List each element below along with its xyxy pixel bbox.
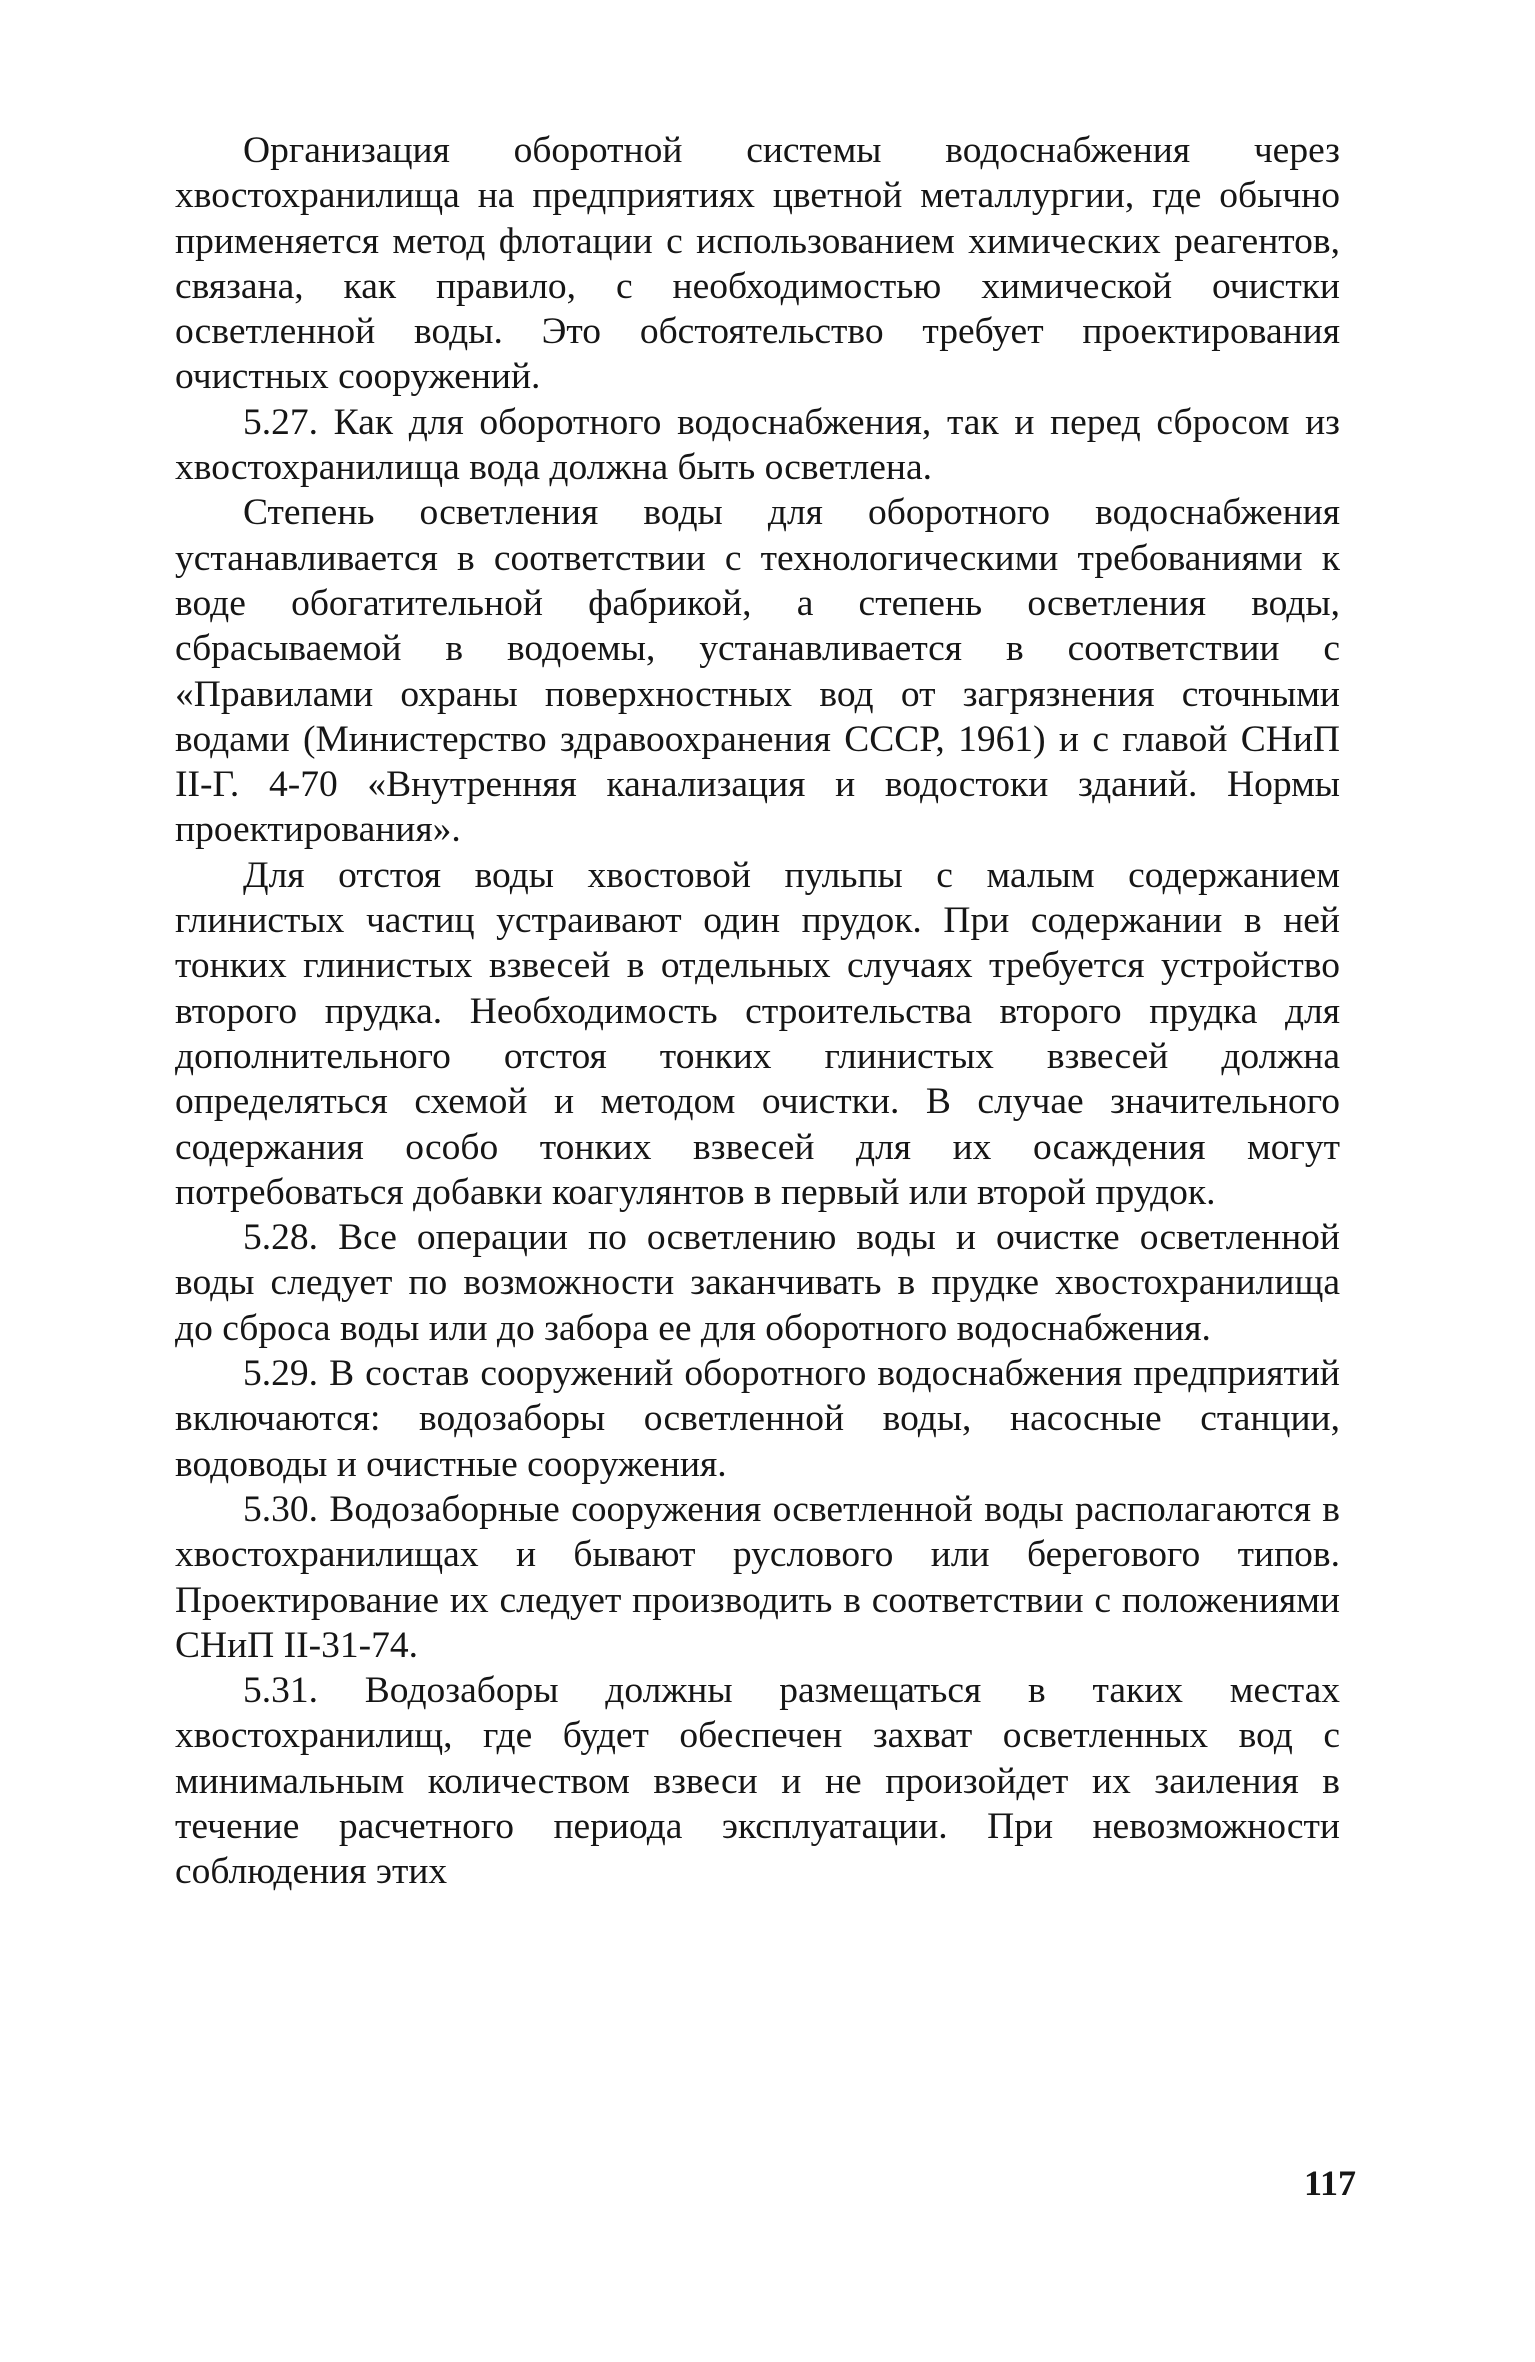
paragraph-text: Степень осветления воды для оборотного водоснабжения устанавливается в соответствии с технологическими требованиями к воде обогатительной фабрикой, а степень осветления воды, сбрасываемой в водоемы, устанавливается в соответствии с «Правилами охраны поверхностных вод от загрязнения сточными водами (Министерство здравоохранения СССР, 1961) и с главой СНиП II-Г. 4-70 «Внутренняя канализация и водостоки зданий. Нормы проектирования». — [175, 492, 1340, 851]
clause-number: 5.31. — [243, 1670, 318, 1712]
paragraph-text: Все операции по осветлению воды и очистке осветленной воды следует по возможности заканчивать в прудке хвостохранилища до сброса воды или до забора ее для оборотного водоснабжения. — [175, 1217, 1341, 1349]
paragraph-text: Как для оборотного водоснабжения, так и перед сбросом из хвостохранилища вода должна быть осветлена. — [175, 401, 1340, 489]
body-text — [175, 128, 1340, 1895]
clause-number: 5.29. — [243, 1353, 318, 1395]
paragraph-text: Водозаборные сооружения осветленной воды располагаются в хвостохранилищах и бывают руслового или берегового типов. Проектирование их следует производить в соответствии с положениями СНиП II-31-74. — [175, 1488, 1341, 1666]
paragraph-text: Водозаборы должны размещаться в таких местах хвостохранилищ, где будет обеспечен захват осветленных вод с минимальным количеством взвеси и не произойдет их заиления в течение расчетного периода эксплуатации. При невозможности соблюдения этих — [175, 1670, 1340, 1893]
clause-number: 5.30. — [243, 1488, 318, 1530]
paragraph-5-28 — [175, 1215, 1340, 1351]
paragraph-text: Для отстоя воды хвостовой пульпы с малым содержанием глинистых частиц устраивают один прудок. При содержании в ней тонких глинистых взвесей в отдельных случаях требуется устройство второго прудка. Необходимость строительства второго прудка для дополнительного отстоя тонких глинистых взвесей должна определяться схемой и методом очистки. В случае значительного содержания особо тонких взвесей для их осаждения могут потребоваться добавки коагулянтов в первый или второй прудок. — [175, 854, 1340, 1213]
paragraph-5-29 — [175, 1351, 1340, 1487]
paragraph-5-31 — [175, 1668, 1340, 1894]
paragraph-4 — [175, 853, 1340, 1215]
clause-number: 5.28. — [243, 1217, 318, 1259]
paragraph-3 — [175, 490, 1340, 852]
paragraph-5-30 — [175, 1487, 1340, 1668]
paragraph-5-27 — [175, 400, 1340, 491]
paragraph-1 — [175, 128, 1340, 400]
paragraph-text: Организация оборотной системы водоснабжения через хвостохранилища на предприятиях цветной металлургии, где обычно применяется метод флотации с использованием химических реагентов, связана, как правило, с необходимостью химической очистки осветленной воды. Это обстоятельство требует проектирования очистных сооружений. — [175, 130, 1340, 398]
clause-number: 5.27. — [243, 401, 318, 443]
page-number: 117 — [1303, 2163, 1356, 2203]
paragraph-text: В состав сооружений оборотного водоснабжения предприятий включаются: водозаборы осветленной воды, насосные станции, водоводы и очистные сооружения. — [175, 1353, 1340, 1485]
